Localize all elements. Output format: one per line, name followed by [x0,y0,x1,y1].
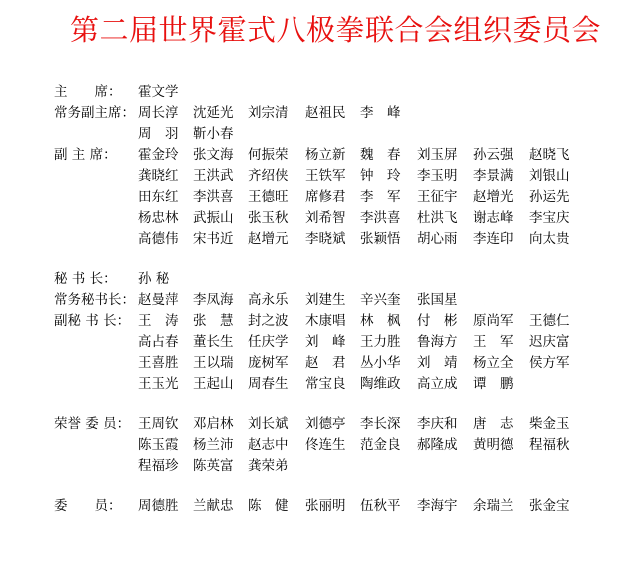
member-name: 霍文学 [138,84,179,100]
section-label: 秘 书 长： [54,271,117,287]
member-name: 杨立新 [305,147,346,163]
member-name: 孙云强 [473,147,514,163]
roster-line [0,124,641,144]
section-label: 委 员： [54,498,122,514]
member-name: 赵 君 [305,355,346,371]
member-name: 孙运先 [529,189,570,205]
roster-line [0,414,641,434]
member-name: 兰献忠 [193,498,234,514]
member-name: 李宝庆 [529,210,570,226]
member-name: 齐绍侠 [248,168,289,184]
roster-line [0,311,641,331]
roster-line [0,374,641,394]
member-name: 王以瑞 [193,355,234,371]
member-name: 李玉明 [417,168,458,184]
member-name: 田东红 [138,189,179,205]
member-name: 唐 志 [473,416,514,432]
member-name: 刘德亭 [305,416,346,432]
member-name: 陈 健 [248,498,289,514]
section-label: 荣誉 委 员： [54,416,131,432]
member-name: 向太贵 [529,231,570,247]
member-name: 丛小华 [360,355,401,371]
member-name: 李庆和 [417,416,458,432]
member-name: 李 峰 [360,105,401,121]
member-name: 龚荣弟 [248,458,289,474]
member-name: 黄明德 [473,437,514,453]
member-name: 郝隆成 [417,437,458,453]
member-name: 李景满 [473,168,514,184]
member-name: 陶维政 [360,376,401,392]
roster-line [0,290,641,310]
member-name: 王起山 [193,376,234,392]
member-name: 赵晓飞 [529,147,570,163]
member-name: 杨兰沛 [193,437,234,453]
member-name: 赵祖民 [305,105,346,121]
member-name: 宋书近 [193,231,234,247]
member-name: 龚晓红 [138,168,179,184]
member-name: 原尚军 [473,313,514,329]
member-name: 王德仁 [529,313,570,329]
member-name: 林 枫 [360,313,401,329]
member-name: 伍秋平 [360,498,401,514]
roster-line [0,435,641,455]
member-name: 任庆学 [248,334,289,350]
member-name: 刘 峰 [305,334,346,350]
member-name: 王喜胜 [138,355,179,371]
member-name: 谢志峰 [473,210,514,226]
member-name: 赵增光 [473,189,514,205]
member-name: 陈英富 [193,458,234,474]
member-name: 封之波 [248,313,289,329]
member-name: 程福秋 [529,437,570,453]
member-name: 张丽明 [305,498,346,514]
section-label: 副秘 书 长： [54,313,131,329]
member-name: 王周钦 [138,416,179,432]
member-name: 鲁海方 [417,334,458,350]
section-label: 副 主 席： [54,147,117,163]
member-name: 周 羽 [138,126,179,142]
member-name: 张 慧 [193,313,234,329]
roster-line [0,187,641,207]
member-name: 高德伟 [138,231,179,247]
section-label: 主 席： [54,84,122,100]
roster-line [0,208,641,228]
member-name: 王德旺 [248,189,289,205]
member-name: 王洪武 [193,168,234,184]
member-name: 迟庆富 [529,334,570,350]
member-name: 高立成 [417,376,458,392]
member-name: 霍金玲 [138,147,179,163]
roster-line [0,496,641,516]
member-name: 钟 玲 [360,168,401,184]
member-name: 李洪喜 [360,210,401,226]
roster-line [0,166,641,186]
member-name: 李海宇 [417,498,458,514]
member-name: 沈延光 [193,105,234,121]
member-name: 武振山 [193,210,234,226]
member-name: 胡心雨 [417,231,458,247]
member-name: 杨立全 [473,355,514,371]
member-name: 周春生 [248,376,289,392]
roster-line [0,145,641,165]
member-name: 张玉秋 [248,210,289,226]
member-name: 王玉光 [138,376,179,392]
member-name: 王 军 [473,334,514,350]
member-name: 李洪喜 [193,189,234,205]
roster-line [0,332,641,352]
member-name: 赵增元 [248,231,289,247]
member-name: 董长生 [193,334,234,350]
member-name: 邓启林 [193,416,234,432]
member-name: 佟连生 [305,437,346,453]
roster-line [0,103,641,123]
member-name: 李晓斌 [305,231,346,247]
member-name: 刘建生 [305,292,346,308]
member-name: 李 军 [360,189,401,205]
member-name: 木康唱 [305,313,346,329]
member-name: 孙 秘 [138,271,170,287]
member-name: 杜洪飞 [417,210,458,226]
member-name: 庞树军 [248,355,289,371]
member-name: 高占春 [138,334,179,350]
member-name: 张国星 [417,292,458,308]
member-name: 刘 靖 [417,355,458,371]
member-name: 李长深 [360,416,401,432]
member-name: 柴金玉 [529,416,570,432]
section-label: 常务秘书长： [54,292,135,308]
member-name: 刘宗清 [248,105,289,121]
document-title: 第二届世界霍式八极拳联合会组织委员会 [69,13,601,47]
member-name: 高永乐 [248,292,289,308]
member-name: 李凤海 [193,292,234,308]
roster-line [0,229,641,249]
member-name: 张金宝 [529,498,570,514]
member-name: 周德胜 [138,498,179,514]
member-name: 王铁军 [305,168,346,184]
member-name: 张文海 [193,147,234,163]
member-name: 王力胜 [360,334,401,350]
member-name: 范金良 [360,437,401,453]
member-name: 刘玉屏 [417,147,458,163]
member-name: 王征宇 [417,189,458,205]
member-name: 何振荣 [248,147,289,163]
member-name: 付 彬 [417,313,458,329]
member-name: 席修君 [305,189,346,205]
roster-line [0,456,641,476]
member-name: 刘希智 [305,210,346,226]
member-name: 陈玉霞 [138,437,179,453]
member-name: 靳小春 [193,126,234,142]
member-name: 李连印 [473,231,514,247]
member-name: 周长淳 [138,105,179,121]
member-name: 魏 春 [360,147,401,163]
roster-line [0,353,641,373]
roster-line [0,269,641,289]
member-name: 刘长斌 [248,416,289,432]
member-name: 张颖悟 [360,231,401,247]
member-name: 常宝良 [305,376,346,392]
member-name: 赵曼萍 [138,292,179,308]
roster-line [0,82,641,102]
member-name: 王 涛 [138,313,179,329]
member-name: 谭 鹏 [473,376,514,392]
member-name: 辛兴奎 [360,292,401,308]
member-name: 余瑞兰 [473,498,514,514]
member-name: 赵志中 [248,437,289,453]
member-name: 杨忠林 [138,210,179,226]
section-label: 常务副主席： [54,105,135,121]
member-name: 侯方军 [529,355,570,371]
member-name: 程福珍 [138,458,179,474]
member-name: 刘银山 [529,168,570,184]
